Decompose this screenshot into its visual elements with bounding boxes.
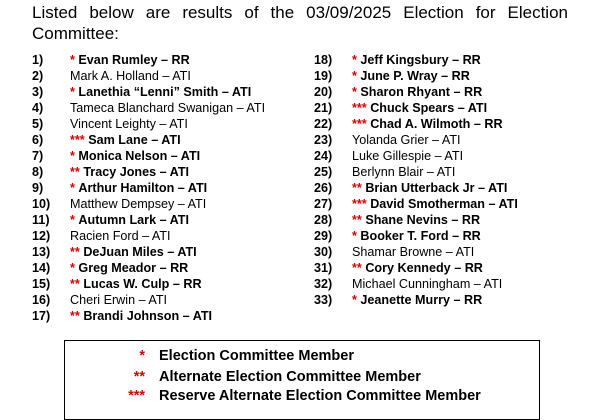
legend-text: Election Committee Member — [159, 348, 354, 364]
result-number: 5) — [32, 117, 44, 131]
result-stars: *** — [352, 117, 367, 131]
result-number: 2) — [32, 69, 44, 83]
result-row — [314, 100, 574, 116]
result-row — [32, 308, 312, 324]
result-row — [32, 244, 312, 260]
result-stars: * — [352, 229, 357, 243]
result-stars: * — [70, 181, 75, 195]
legend-box — [64, 340, 540, 420]
result-row — [314, 228, 574, 244]
result-stars: *** — [352, 197, 367, 211]
result-row — [32, 116, 312, 132]
legend-stars: *** — [128, 388, 145, 404]
result-name: Tracy Jones – ATI — [83, 165, 190, 179]
result-number: 11) — [32, 213, 50, 227]
result-stars: ** — [70, 309, 80, 323]
result-number: 17) — [32, 309, 51, 323]
result-number: 12) — [32, 229, 51, 243]
legend-stars: * — [139, 348, 145, 364]
result-row — [314, 148, 574, 164]
results-column-left — [32, 52, 312, 324]
result-name: Lucas W. Culp – RR — [83, 277, 202, 291]
result-stars: * — [70, 149, 75, 163]
result-row — [314, 260, 574, 276]
result-stars: * — [352, 53, 357, 67]
result-number: 23) — [314, 133, 333, 147]
legend-row — [65, 368, 541, 386]
result-stars: * — [352, 293, 357, 307]
result-name: Booker T. Ford – RR — [360, 229, 481, 243]
result-row — [314, 292, 574, 308]
result-stars: ** — [70, 165, 80, 179]
result-row — [314, 244, 574, 260]
result-stars: ** — [352, 213, 362, 227]
result-name: Greg Meador – RR — [78, 261, 189, 275]
result-name: Sam Lane – ATI — [88, 133, 181, 147]
result-number: 32) — [314, 277, 333, 291]
result-row — [32, 196, 312, 212]
result-row — [314, 116, 574, 132]
result-row — [32, 132, 312, 148]
result-row — [32, 212, 312, 228]
result-number: 27) — [314, 197, 333, 211]
result-row — [314, 84, 574, 100]
result-name: Brandi Johnson – ATI — [83, 309, 213, 323]
result-row — [32, 100, 312, 116]
result-number: 3) — [32, 85, 44, 99]
result-row — [314, 180, 574, 196]
result-row — [32, 68, 312, 84]
result-name: Luke Gillespie – ATI — [352, 149, 464, 163]
result-row — [32, 84, 312, 100]
result-name: Racien Ford – ATI — [70, 229, 171, 243]
result-stars: *** — [70, 133, 85, 147]
result-number: 28) — [314, 213, 333, 227]
result-number: 9) — [32, 181, 44, 195]
result-name: David Smotherman – ATI — [370, 197, 518, 211]
legend-row — [65, 347, 541, 365]
result-row — [32, 164, 312, 180]
result-number: 21) — [314, 101, 333, 115]
result-row — [314, 212, 574, 228]
result-number: 6) — [32, 133, 44, 147]
intro-text: Listed below are results of the 03/09/2025 Election for Election Committee: — [32, 3, 568, 43]
result-name: Tameca Blanchard Swanigan – ATI — [70, 101, 266, 115]
result-number: 33) — [314, 293, 333, 307]
legend-text: Alternate Election Committee Member — [159, 369, 421, 385]
result-row — [314, 276, 574, 292]
result-stars: * — [70, 213, 75, 227]
result-name: Monica Nelson – ATI — [78, 149, 201, 163]
result-number: 25) — [314, 165, 333, 179]
result-name: Michael Cunningham – ATI — [352, 277, 503, 291]
result-row — [314, 164, 574, 180]
result-name: Cory Kennedy – RR — [365, 261, 483, 275]
result-number: 16) — [32, 293, 51, 307]
result-number: 4) — [32, 101, 44, 115]
result-number: 8) — [32, 165, 44, 179]
result-row — [32, 276, 312, 292]
result-name: Lanethia “Lenni” Smith – ATI — [78, 85, 252, 99]
result-name: Evan Rumley – RR — [78, 53, 190, 67]
result-number: 24) — [314, 149, 333, 163]
result-number: 30) — [314, 245, 333, 259]
result-row — [314, 132, 574, 148]
result-name: Autumn Lark – ATI — [78, 213, 189, 227]
result-number: 15) — [32, 277, 51, 291]
result-name: Cheri Erwin – ATI — [70, 293, 168, 307]
result-row — [314, 52, 574, 68]
result-row — [314, 68, 574, 84]
results-column-right — [314, 52, 574, 308]
result-name: Yolanda Grier – ATI — [352, 133, 461, 147]
result-number: 20) — [314, 85, 333, 99]
result-name: Shane Nevins – RR — [365, 213, 481, 227]
result-stars: *** — [352, 101, 367, 115]
result-name: Shamar Browne – ATI — [352, 245, 475, 259]
result-number: 26) — [314, 181, 333, 195]
result-number: 22) — [314, 117, 333, 131]
result-name: June P. Wray – RR — [360, 69, 470, 83]
result-number: 14) — [32, 261, 51, 275]
result-name: Arthur Hamilton – ATI — [78, 181, 208, 195]
result-number: 29) — [314, 229, 333, 243]
result-row — [32, 260, 312, 276]
result-number: 7) — [32, 149, 44, 163]
result-name: Brian Utterback Jr – ATI — [365, 181, 508, 195]
result-number: 1) — [32, 53, 44, 67]
result-name: Chuck Spears – ATI — [370, 101, 488, 115]
legend-text: Reserve Alternate Election Committee Member — [159, 388, 481, 404]
result-number: 31) — [314, 261, 333, 275]
result-name: Jeanette Murry – RR — [360, 293, 483, 307]
result-stars: * — [70, 261, 75, 275]
legend-stars: ** — [133, 369, 145, 385]
result-name: Vincent Leighty – ATI — [70, 117, 188, 131]
result-name: Sharon Rhyant – RR — [360, 85, 483, 99]
result-row — [32, 148, 312, 164]
result-name: Berlynn Blair – ATI — [352, 165, 456, 179]
result-name: Matthew Dempsey – ATI — [70, 197, 207, 211]
result-number: 19) — [314, 69, 333, 83]
result-row — [32, 228, 312, 244]
result-stars: * — [70, 85, 75, 99]
result-name: Chad A. Wilmoth – RR — [370, 117, 503, 131]
legend-row — [65, 387, 541, 405]
result-stars: ** — [352, 181, 362, 195]
result-name: DeJuan Miles – ATI — [83, 245, 197, 259]
result-number: 10) — [32, 197, 51, 211]
result-stars: ** — [70, 245, 80, 259]
result-name: Jeff Kingsbury – RR — [360, 53, 481, 67]
result-number: 18) — [314, 53, 333, 67]
result-row — [314, 196, 574, 212]
result-row — [32, 52, 312, 68]
result-number: 13) — [32, 245, 51, 259]
result-stars: ** — [352, 261, 362, 275]
result-name: Mark A. Holland – ATI — [70, 69, 191, 83]
result-row — [32, 180, 312, 196]
result-stars: * — [352, 69, 357, 83]
result-row — [32, 292, 312, 308]
result-stars: ** — [70, 277, 80, 291]
result-stars: * — [352, 85, 357, 99]
result-stars: * — [70, 53, 75, 67]
